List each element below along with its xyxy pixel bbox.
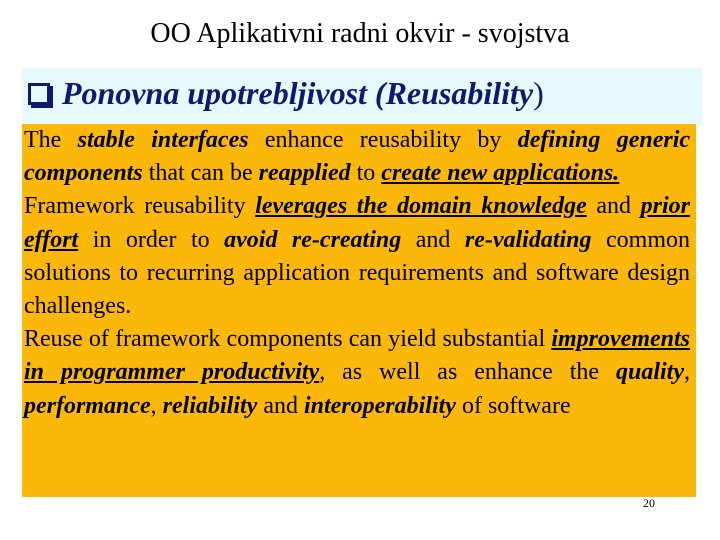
content-text (24, 124, 690, 423)
heading-text: Ponovna upotrebljivost (Reusability (62, 75, 534, 111)
text-run: Framework reusability (24, 193, 256, 220)
square-bullet-icon (28, 83, 50, 105)
text-run: performance (24, 392, 151, 419)
text-run: , (684, 359, 691, 386)
text-run: to (350, 160, 382, 187)
text-run: , (150, 392, 163, 419)
text-run: common solutions to recurring application requirements and software design challenges. (24, 226, 690, 320)
text-run: stable interfaces (77, 127, 249, 153)
text-run: defining generic components (24, 127, 691, 187)
text-run: of software (455, 392, 571, 419)
text-run: The (24, 127, 78, 153)
content-paragraph (24, 323, 690, 423)
section-heading (28, 75, 544, 112)
slide-title: OO Aplikativni radni okvir - svojstva (150, 18, 570, 49)
content-paragraph (24, 124, 690, 190)
text-run: in order to (78, 226, 225, 253)
text-run: and (401, 226, 465, 253)
text-run: leverages the domain knowledge (255, 193, 587, 220)
text-run: and (257, 392, 304, 419)
text-run: create new applications. (381, 160, 620, 187)
text-run: reapplied (258, 160, 351, 187)
content-paragraph (24, 190, 690, 323)
page-number: 20 (643, 496, 655, 510)
text-run: quality (616, 359, 685, 386)
heading-close-paren: ) (533, 75, 544, 111)
text-run: reliability (162, 392, 258, 419)
text-run: enhance reusability by (248, 127, 518, 153)
text-run: , as well as enhance the (319, 359, 616, 386)
text-run: prior effort (24, 193, 691, 253)
text-run: re-validating (464, 226, 592, 253)
text-run: improvements in programmer productivity (24, 326, 690, 386)
text-run: that can be (142, 160, 259, 187)
text-run: Reuse of framework components can yield substantial (24, 326, 552, 353)
text-run: interoperability (303, 392, 456, 419)
text-run: and (586, 193, 641, 220)
text-run: avoid re-creating (224, 226, 402, 253)
